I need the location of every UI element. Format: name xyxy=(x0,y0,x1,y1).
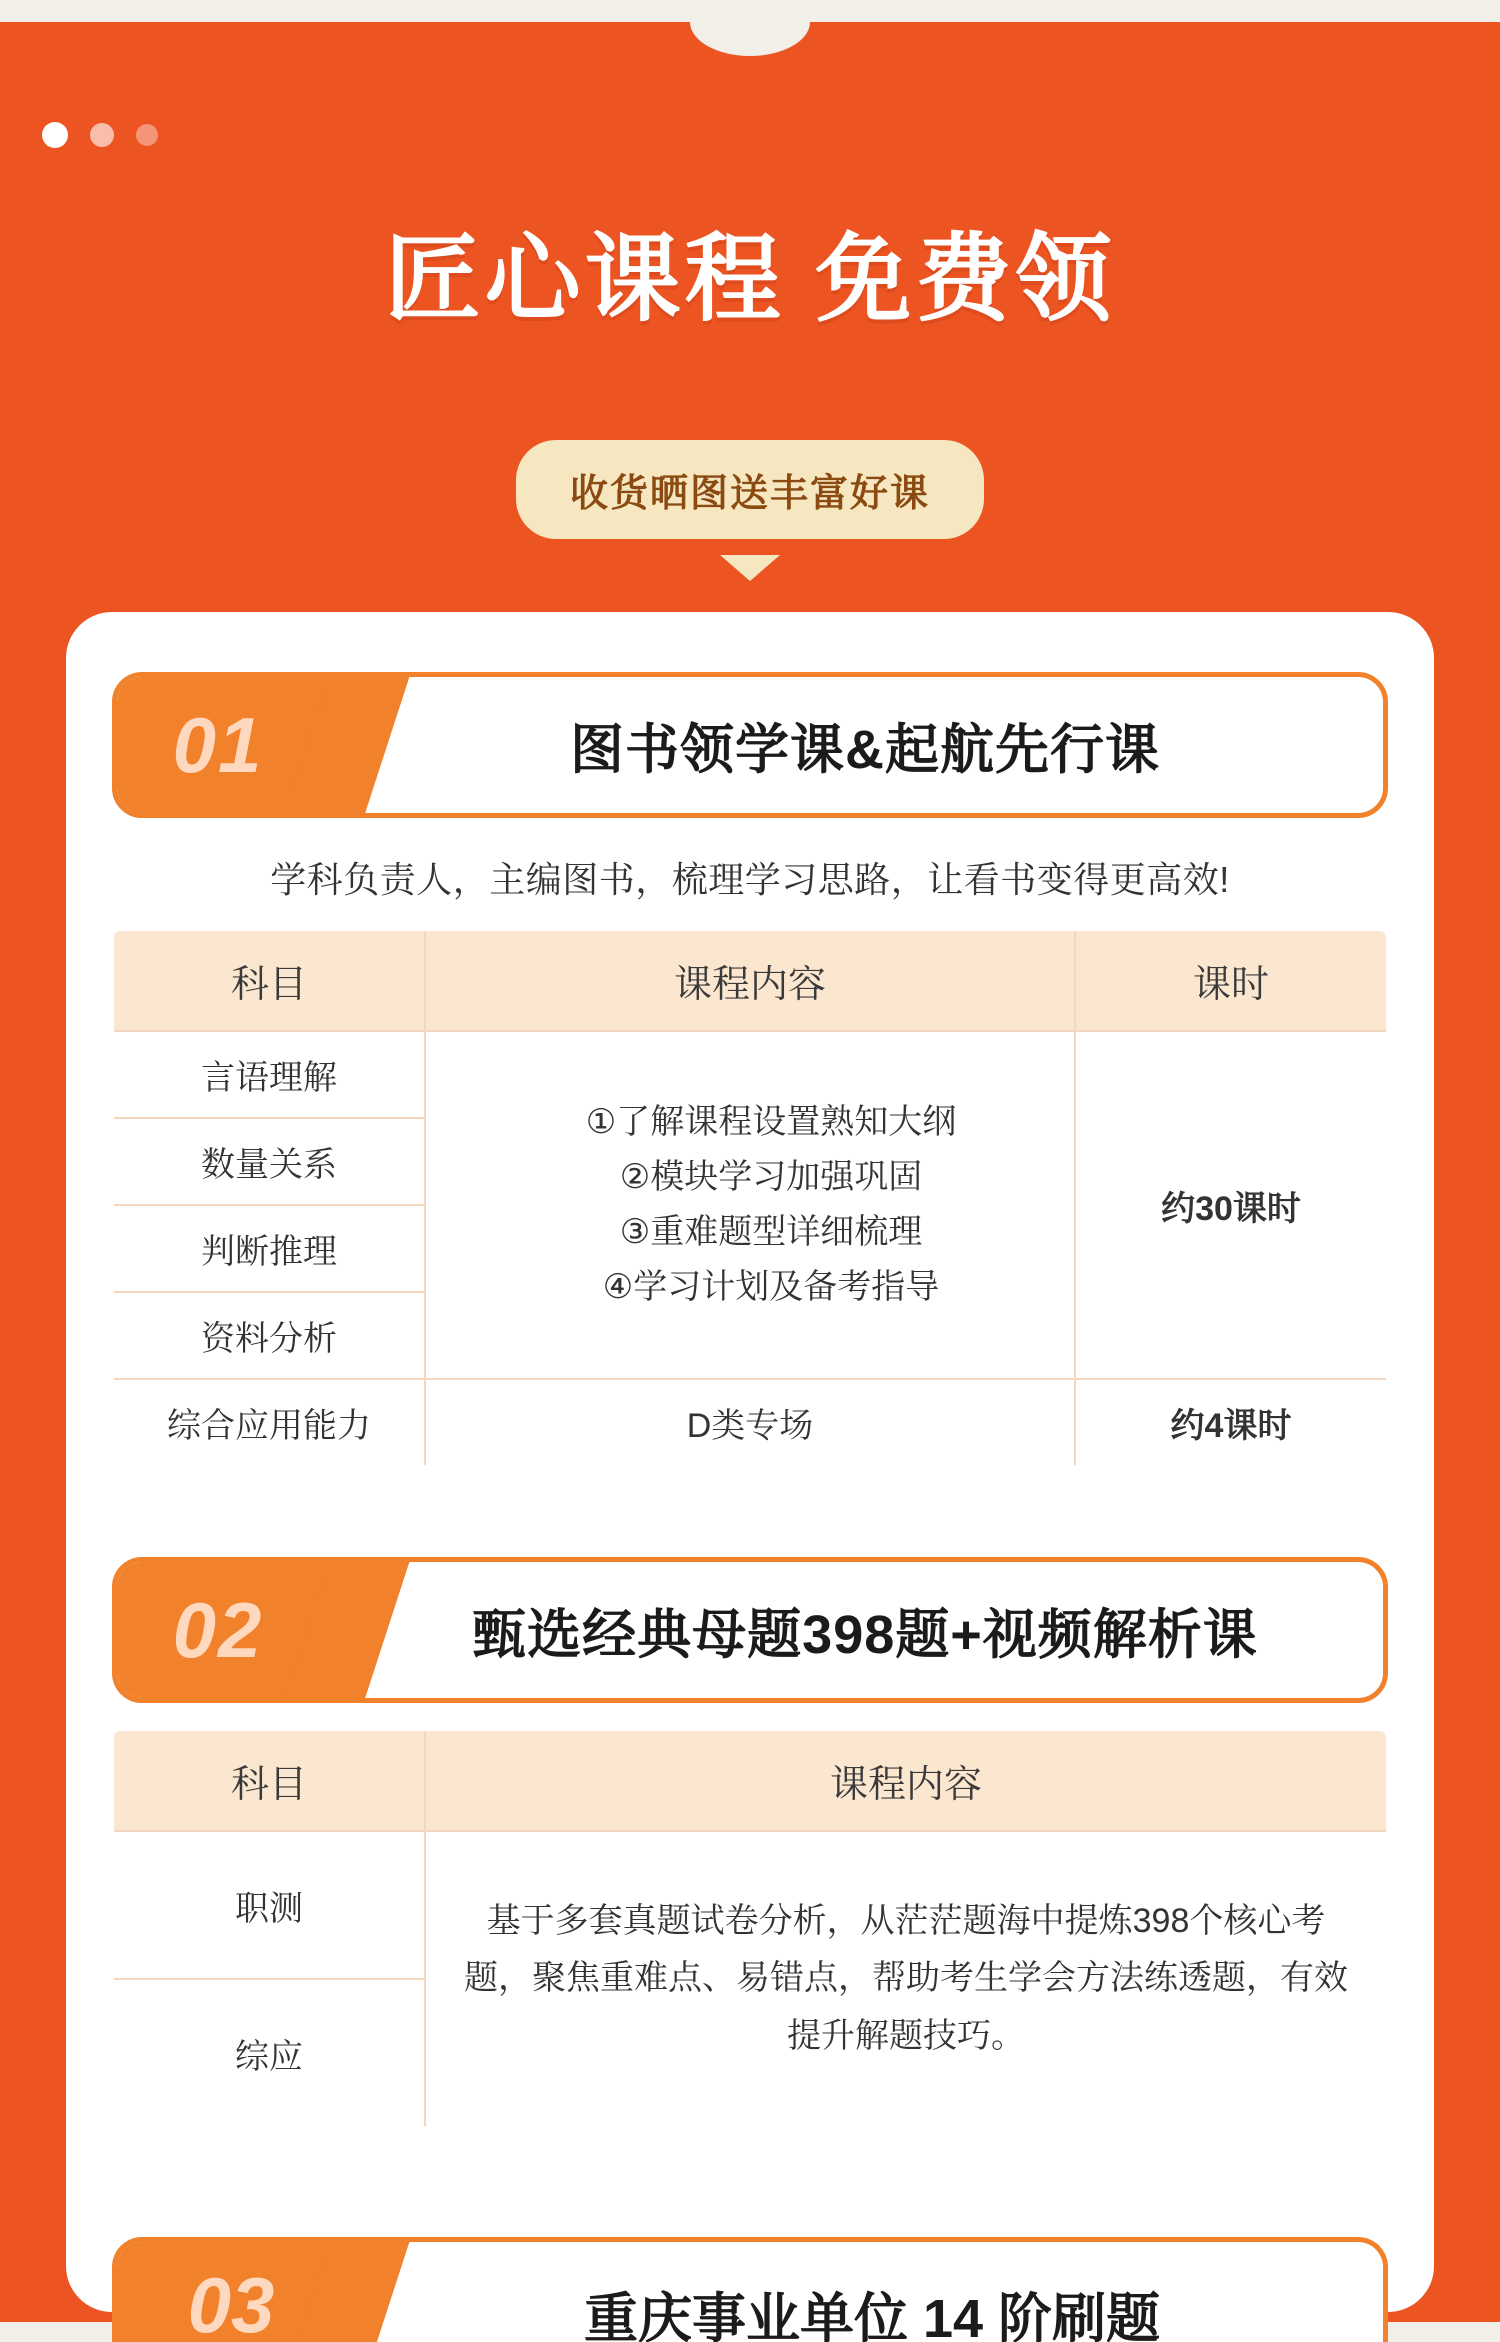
decorative-dots xyxy=(42,122,158,148)
section-header-01 xyxy=(112,672,1388,818)
dot-icon-1 xyxy=(42,122,68,148)
hours-cell: 约4课时 xyxy=(1075,1379,1387,1466)
content-card xyxy=(66,612,1434,2312)
section-number-02: 02 xyxy=(173,1585,264,1676)
content-line: ①了解课程设置熟知大纲 xyxy=(468,1095,1074,1150)
content-line: ③重难题型详细梳理 xyxy=(468,1205,1074,1260)
subject-cell: 资料分析 xyxy=(113,1292,425,1379)
course-table-02 xyxy=(112,1729,1388,2128)
subject-cell: 言语理解 xyxy=(113,1031,425,1118)
section-number-01: 01 xyxy=(173,700,264,791)
hours-cell-group: 约30课时 xyxy=(1075,1031,1387,1379)
content-line: ②模块学习加强巩固 xyxy=(468,1150,1074,1205)
table-row xyxy=(113,1831,1387,1979)
section-number-badge-02 xyxy=(117,1562,345,1698)
section-description-01: 学科负责人，主编图书，梳理学习思路，让看书变得更高效! xyxy=(112,852,1388,903)
dot-icon-3 xyxy=(136,124,158,146)
subject-cell: 判断推理 xyxy=(113,1205,425,1292)
table-header-hours: 课时 xyxy=(1075,930,1387,1031)
section-title-03: 重庆事业单位 14 阶刷题 xyxy=(345,2242,1383,2342)
section-number-badge-01 xyxy=(117,677,345,813)
top-background-strip xyxy=(0,0,1500,22)
page-title: 匠心课程 免费领 xyxy=(0,227,1500,333)
dot-icon-2 xyxy=(90,123,114,147)
section-title-01: 图书领学课&起航先行课 xyxy=(345,677,1383,813)
table-row xyxy=(113,1031,1387,1118)
subject-cell: 综应 xyxy=(113,1979,425,2127)
table-header-row xyxy=(113,930,1387,1031)
subject-cell: 综合应用能力 xyxy=(113,1379,425,1466)
table-header-row xyxy=(113,1730,1387,1831)
hero-subtitle-badge: 收货晒图送丰富好课 xyxy=(516,440,984,539)
subject-cell: 职测 xyxy=(113,1831,425,1979)
content-line: ④学习计划及备考指导 xyxy=(468,1260,1074,1315)
section-number-badge-03 xyxy=(117,2242,345,2342)
section-header-02 xyxy=(112,1557,1388,1703)
content-cell: D类专场 xyxy=(425,1379,1075,1466)
table-header-content: 课程内容 xyxy=(425,1730,1387,1831)
subject-cell: 数量关系 xyxy=(113,1118,425,1205)
hero-subtitle-tail xyxy=(720,555,780,581)
table-header-subject: 科目 xyxy=(113,930,425,1031)
content-cell-group xyxy=(425,1031,1075,1379)
section-title-02: 甄选经典母题398题+视频解析课 xyxy=(345,1562,1383,1698)
course-table-01 xyxy=(112,929,1388,1467)
table-row xyxy=(113,1379,1387,1466)
table-header-content: 课程内容 xyxy=(425,930,1075,1031)
table-header-subject: 科目 xyxy=(113,1730,425,1831)
section-header-03 xyxy=(112,2237,1388,2342)
hero-notch-decoration xyxy=(690,22,810,56)
hero-panel xyxy=(0,22,1500,2322)
content-cell-paragraph: 基于多套真题试卷分析，从茫茫题海中提炼398个核心考题，聚焦重难点、易错点，帮助考生学会方法练透题，有效提升解题技巧。 xyxy=(425,1831,1387,2127)
section-number-03: 03 xyxy=(188,2260,275,2342)
